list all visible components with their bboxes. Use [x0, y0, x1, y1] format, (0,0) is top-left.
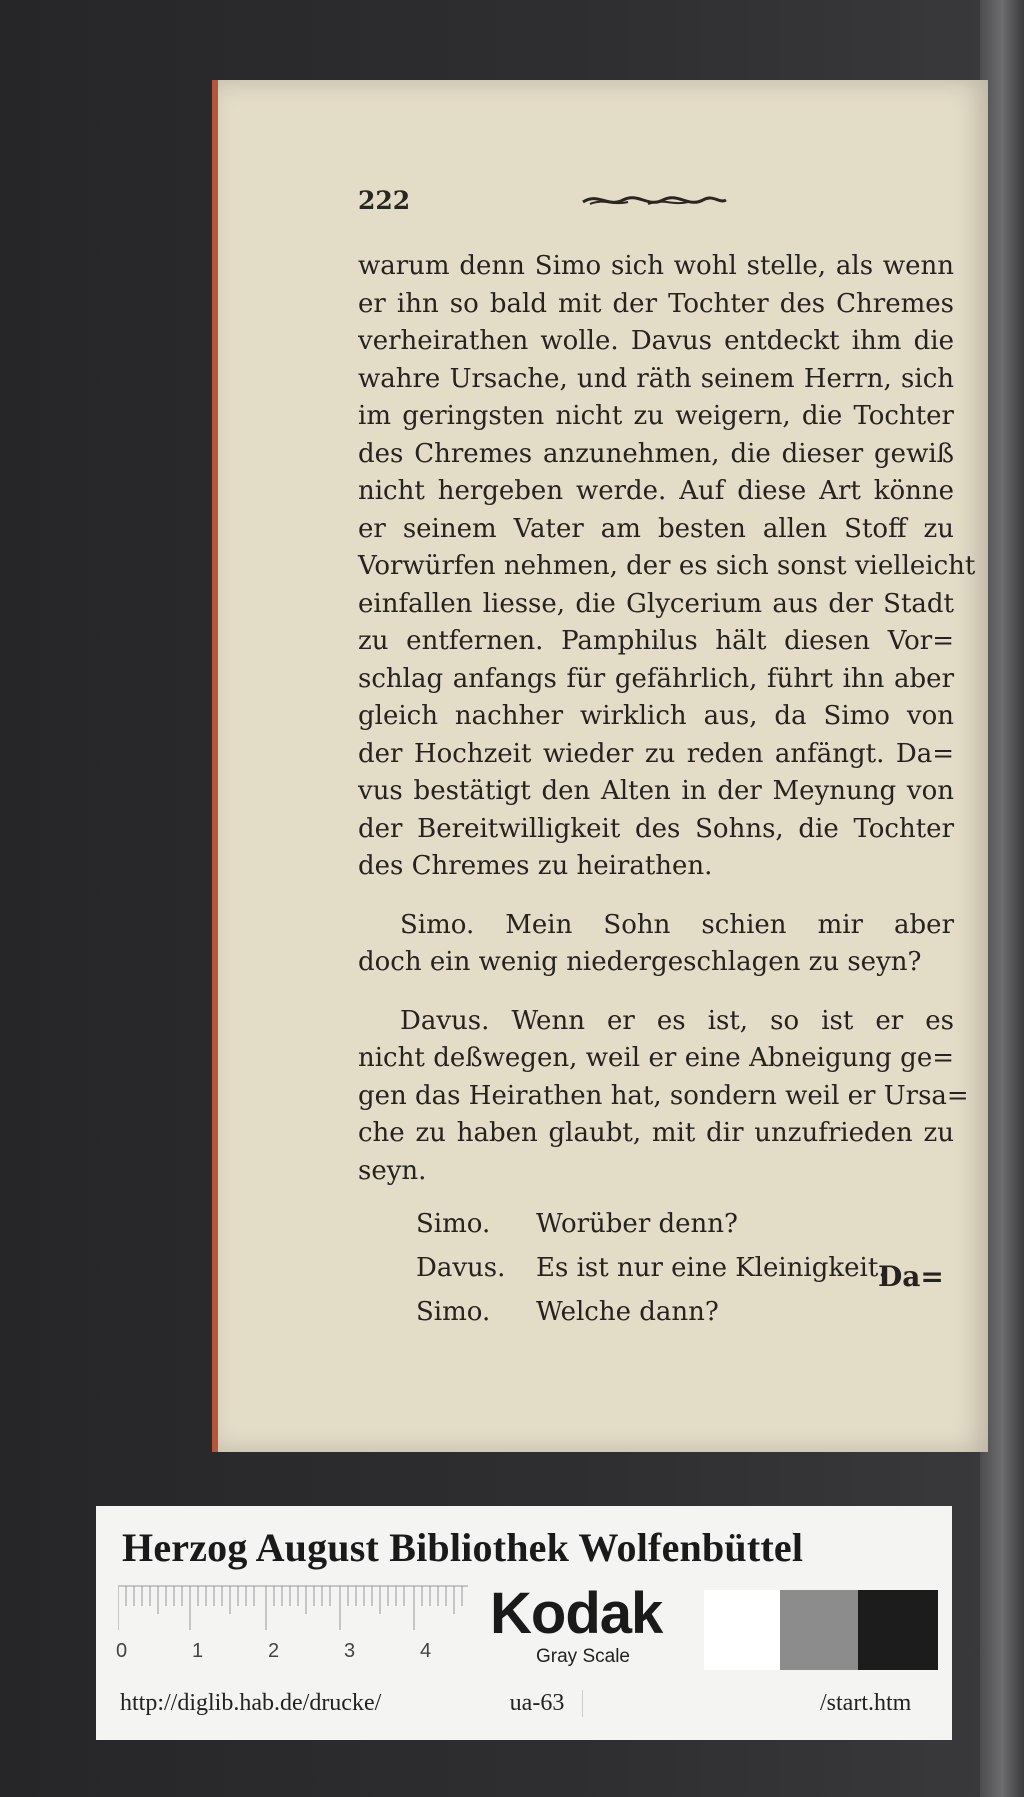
text-line: vus bestätigt den Alten in der Meynung von [358, 776, 954, 806]
black-patch [858, 1590, 938, 1670]
kodak-logo: Kodak [490, 1581, 663, 1646]
text-line: der Hochzeit wieder zu reden anfängt. Da= [358, 738, 954, 769]
text-line: der Bereitwilligkeit des Sohns, die Tochter [358, 813, 954, 844]
text-line: des Chremes zu heirathen. [358, 851, 713, 881]
text-line: gleich nachher wirklich aus, da Simo von [358, 701, 954, 731]
text-line: Davus. Wenn er es ist, so ist er es [400, 1005, 954, 1036]
paragraph-davus [358, 1003, 969, 1191]
page-number: 222 [358, 186, 411, 215]
text-line: warum denn Simo sich wohl stelle, als wenn [358, 251, 954, 281]
text-line: nicht hergeben werde. Auf diese Art könne [358, 476, 954, 506]
text-line: zu entfernen. Pamphilus hält diesen Vor= [358, 626, 954, 656]
text-line: nicht deßwegen, weil er eine Abneigung ge= [358, 1043, 954, 1073]
page-header [358, 186, 958, 216]
text-line: er seinem Vater am besten allen Stoff zu [358, 513, 954, 544]
scale-number: 0 [116, 1640, 128, 1662]
scale-number: 1 [192, 1640, 204, 1662]
text-line: doch ein wenig niedergeschlagen zu seyn? [358, 947, 922, 977]
paragraph-simo [358, 907, 958, 982]
paragraph-summary [358, 248, 976, 886]
text-line: verheirathen wolle. Davus entdeckt ihm die [358, 326, 954, 356]
text-line: des Chremes anzunehmen, die dieser gewiß [358, 438, 954, 469]
text-line: er ihn so bald mit der Tochter des Chremes [358, 288, 954, 319]
scale-number: 3 [344, 1640, 356, 1662]
text-line: wahre Ursache, und räth seinem Herrn, sich [358, 363, 954, 394]
text-line: schlag anfangs für gefährlich, führt ihn aber [358, 663, 954, 694]
dialog-line [358, 1290, 958, 1334]
text-line: Vorwürfen nehmen, der es sich sonst vielleicht [358, 551, 976, 581]
page-text [358, 248, 976, 1334]
speech-text: Es ist nur eine Kleinigkeit. [536, 1253, 887, 1283]
dialog-line [358, 1202, 958, 1246]
library-name: Herzog August Bibliothek Wolfenbüttel [122, 1525, 804, 1570]
header-ornament-icon [578, 190, 728, 210]
speaker-name: Simo. [416, 1297, 491, 1327]
speaker-name: Simo. [416, 1209, 491, 1239]
scale-numbers [108, 1640, 468, 1664]
text-line: einfallen liesse, die Glycerium aus der Stadt [358, 588, 954, 619]
text-line: Simo. Mein Sohn schien mir aber [400, 909, 954, 940]
catchword: Da= [878, 1260, 944, 1293]
gray-patch [780, 1590, 858, 1670]
scale-ruler [118, 1584, 468, 1634]
text-line: gen das Heirathen hat, sondern weil er Ursa= [358, 1080, 969, 1111]
speech-text: Welche dann? [536, 1297, 719, 1327]
text-line: im geringsten nicht zu weigern, die Tochter [358, 401, 954, 431]
gray-scale-label: Gray Scale [536, 1646, 630, 1667]
dialog-lines [358, 1202, 958, 1334]
dialog-line [358, 1246, 958, 1290]
scale-number: 2 [268, 1640, 280, 1662]
speaker-name: Davus. [416, 1253, 506, 1283]
text-line: che zu haben glaubt, mit dir unzufrieden zu [358, 1118, 954, 1148]
scale-number: 4 [420, 1640, 432, 1662]
white-patch [704, 1590, 780, 1670]
speech-text: Worüber denn? [536, 1209, 738, 1239]
url-start: /start.htm [820, 1690, 912, 1716]
url-base: http://diglib.hab.de/drucke/ [120, 1690, 382, 1716]
url-id: ua-63 [492, 1690, 583, 1717]
text-line: seyn. [358, 1155, 427, 1186]
